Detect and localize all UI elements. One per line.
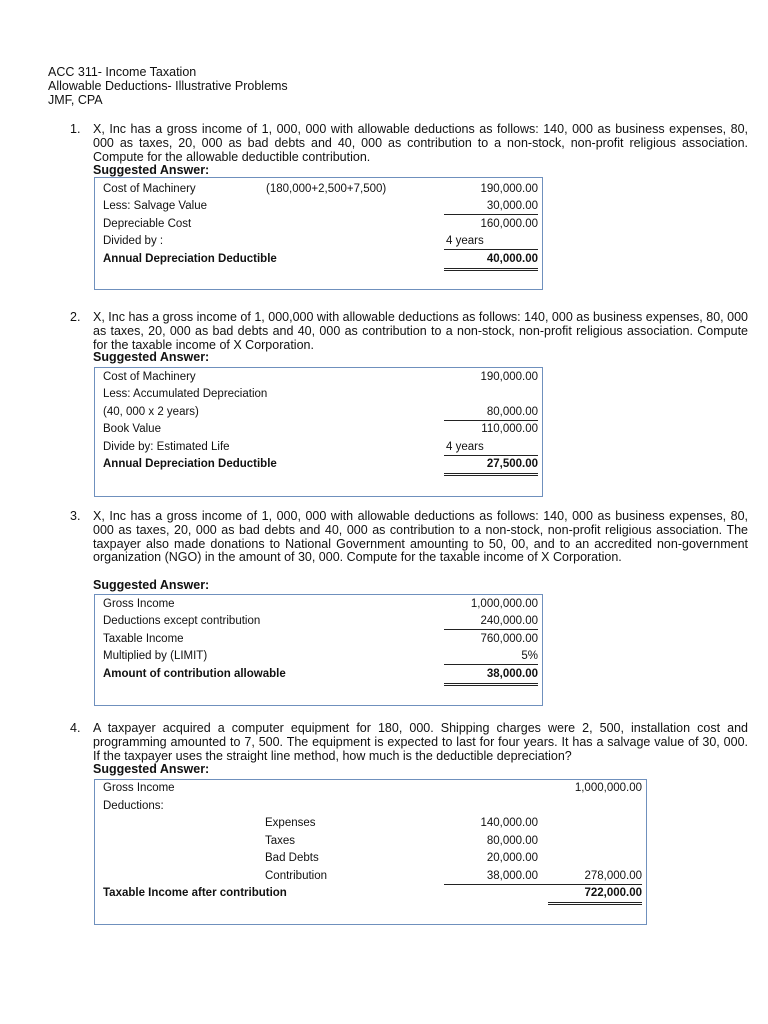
problem-number: 3. (70, 509, 81, 523)
row-label: Taxable Income (103, 633, 184, 645)
row-value: 1,000,000.00 (470, 598, 538, 610)
row-value: 4 years (444, 439, 538, 456)
table-row (103, 386, 538, 403)
table-row (103, 833, 642, 850)
row-label: Amount of contribution allowable (103, 668, 286, 680)
row-label: Gross Income (103, 598, 175, 610)
row-total: 722,000.00 (548, 885, 642, 905)
table-row (103, 648, 538, 665)
table-row (103, 181, 538, 198)
problem-text: A taxpayer acquired a computer equipment for 180, 000. Shipping charges were 2, 500, installation cost and programming amounted to 7, 500. The equipment is expected to last for four years. It has a salvage value of 30, 000. If the taxpayer uses the straight line method, how much is the deductible depreciation? (93, 721, 748, 763)
row-label: Bad Debts (265, 852, 319, 864)
row-label: Book Value (103, 423, 161, 435)
topic-title: Allowable Deductions- Illustrative Problems (48, 79, 288, 93)
table-row (103, 456, 538, 473)
row-total: 1,000,000.00 (574, 782, 642, 794)
table-row (103, 631, 538, 648)
row-label: Taxable Income after contribution (103, 887, 287, 899)
table-row (103, 798, 642, 815)
row-label: Annual Depreciation Deductible (103, 253, 277, 265)
row-value: 190,000.00 (480, 183, 538, 195)
row-label: Depreciable Cost (103, 218, 192, 230)
row-value: 40,000.00 (444, 251, 538, 271)
row-label: Taxes (265, 835, 296, 847)
table-row (103, 421, 538, 438)
problem-number: 1. (70, 122, 81, 136)
row-label: Less: Salvage Value (103, 200, 207, 212)
row-value: 160,000.00 (480, 218, 538, 230)
table-row (103, 404, 538, 421)
author: JMF, CPA (48, 93, 103, 107)
row-label: Annual Depreciation Deductible (103, 458, 277, 470)
row-value: 80,000.00 (444, 404, 538, 421)
row-total: 278,000.00 (538, 868, 642, 885)
row-value: 80,000.00 (486, 835, 538, 847)
suggested-answer-label: Suggested Answer: (93, 350, 210, 364)
suggested-answer-label: Suggested Answer: (93, 578, 210, 592)
table-row (103, 815, 642, 832)
table-row (103, 596, 538, 613)
suggested-answer-label: Suggested Answer: (93, 762, 210, 776)
row-label: Cost of Machinery (103, 183, 196, 195)
table-row (103, 850, 642, 867)
row-label: Divided by : (103, 235, 164, 247)
row-note: (180,000+2,500+7,500) (266, 183, 387, 195)
row-value: 4 years (444, 233, 538, 250)
table-row (103, 666, 538, 683)
row-label: Gross Income (103, 782, 175, 794)
row-value: 5% (444, 648, 538, 665)
row-value: 27,500.00 (444, 456, 538, 476)
row-value: 38,000.00 (444, 666, 538, 686)
row-value: 20,000.00 (486, 852, 538, 864)
row-value: 38,000.00 (444, 868, 538, 885)
row-label: Deductions except contribution (103, 615, 261, 627)
row-value: 30,000.00 (444, 198, 538, 215)
table-row (103, 233, 538, 250)
course-title: ACC 311- Income Taxation (48, 65, 197, 79)
table-row (103, 216, 538, 233)
table-row (103, 613, 538, 630)
suggested-answer-label: Suggested Answer: (93, 163, 210, 177)
row-label: Cost of Machinery (103, 371, 196, 383)
table-row (103, 251, 538, 268)
row-value: 140,000.00 (480, 817, 538, 829)
row-value: 240,000.00 (444, 613, 538, 630)
answer-table (94, 177, 543, 290)
problem-text: X, Inc has a gross income of 1, 000,000 with allowable deductions as follows: 140, 000 as business expenses, 80, 000 as taxes, 20, 000 as bad debts and 40, 000 as contribution to a non-stock, non-profit religious association. Compute for the taxable income of X Corporation. (93, 310, 748, 352)
row-label: Expenses (265, 817, 316, 829)
row-label: Less: Accumulated Depreciation (103, 388, 268, 400)
problem-text: X, Inc has a gross income of 1, 000, 000 with allowable deductions as follows: 140, 000 as business expenses, 80, 000 as taxes, 20, 000 as bad debts and 40, 000 as contribution to a non-stock, non-profit religious association. The taxpayer also made donations to National Government amounting to 50, 00, and to an accredited non-government organization (NGO) in the amount of 30, 000. Compute for the taxable income of X Corporation. (93, 509, 748, 565)
row-value: 190,000.00 (480, 371, 538, 383)
row-label: (40, 000 x 2 years) (103, 406, 199, 418)
table-row (103, 439, 538, 456)
problem-number: 2. (70, 310, 81, 324)
table-row (103, 369, 538, 386)
row-label: Multiplied by (LIMIT) (103, 650, 208, 662)
answer-table (94, 594, 543, 706)
row-value: 110,000.00 (481, 423, 538, 435)
table-row (103, 868, 642, 885)
table-row (103, 780, 642, 797)
answer-table (94, 779, 647, 925)
table-row (103, 198, 538, 215)
row-label: Divide by: Estimated Life (103, 441, 230, 453)
row-value: 760,000.00 (480, 633, 538, 645)
problem-text: X, Inc has a gross income of 1, 000, 000 with allowable deductions as follows: 140, 000 as business expenses, 80, 000 as taxes, 20, 000 as bad debts and 40, 000 as contribution to a non-stock, non-profit religious association. Compute for the allowable deductible contribution. (93, 122, 748, 164)
answer-table (94, 367, 543, 497)
row-label: Deductions: (103, 800, 164, 812)
row-label: Contribution (265, 870, 328, 882)
problem-number: 4. (70, 721, 81, 735)
table-row (103, 885, 642, 902)
